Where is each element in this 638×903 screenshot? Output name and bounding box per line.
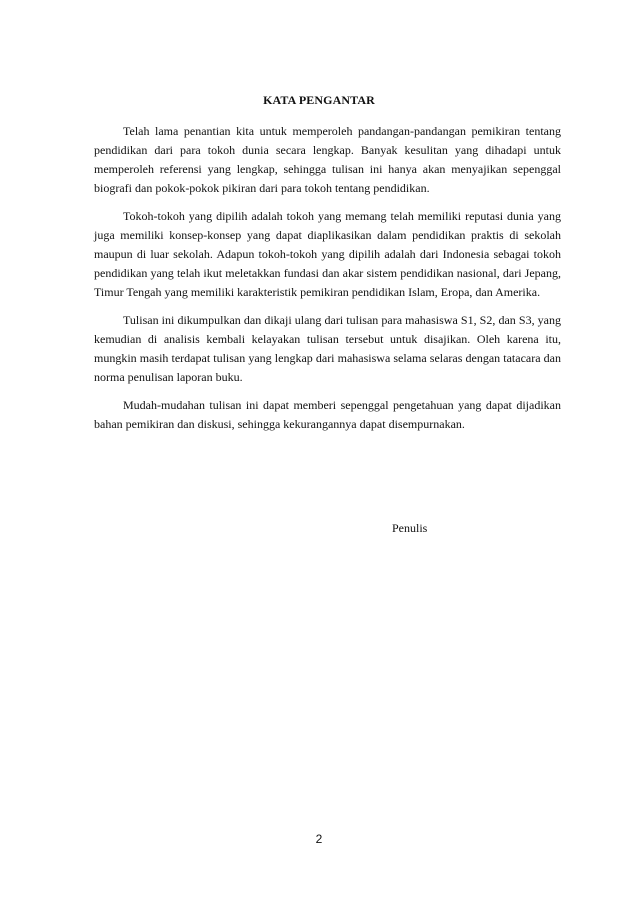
paragraph-2: Tokoh-tokoh yang dipilih adalah tokoh yang memang telah memiliki reputasi dunia yang juga memiliki konsep-konsep yang dapat diaplikasikan dalam pendidikan praktis di sekolah maupun di luar sekolah. Adapun tokoh-tokoh yang dipilih adalah dari Indonesia sebagai tokoh pendidikan yang telah ikut meletakkan fundasi dan akar sistem pendidikan nasional, dari Jepang, Timur Tengah yang memiliki karakteristik pemikiran pendidikan Islam, Eropa, dan Amerika. bbox=[94, 209, 561, 299]
author-signature: Penulis bbox=[392, 521, 428, 535]
paragraph-1: Telah lama penantian kita untuk memperoleh pandangan-pandangan pemikiran tentang pendidikan dari para tokoh dunia secara lengkap. Banyak kesulitan yang dihadapi untuk memperoleh referensi yang lengkap, sehingga tulisan ini hanya akan menyajikan sepenggal biografi dan pokok-pokok pikiran dari para tokoh tentang pendidikan. bbox=[94, 124, 561, 195]
paragraph-4: Mudah-mudahan tulisan ini dapat memberi sepenggal pengetahuan yang dapat dijadikan bahan pemikiran dan diskusi, sehingga kekurangannya dapat disempurnakan. bbox=[94, 398, 561, 431]
body-text bbox=[94, 122, 561, 443]
page-number: 2 bbox=[315, 832, 323, 846]
page-title: KATA PENGANTAR bbox=[263, 93, 375, 107]
paragraph-3: Tulisan ini dikumpulkan dan dikaji ulang dari tulisan para mahasiswa S1, S2, dan S3, yang kemudian di analisis kembali kelayakan tulisan tersebut untuk disajikan. Oleh karena itu, mungkin masih terdapat tulisan yang lengkap dari mahasiswa selama selaras dengan tatacara dan norma penulisan laporan buku. bbox=[94, 313, 561, 384]
